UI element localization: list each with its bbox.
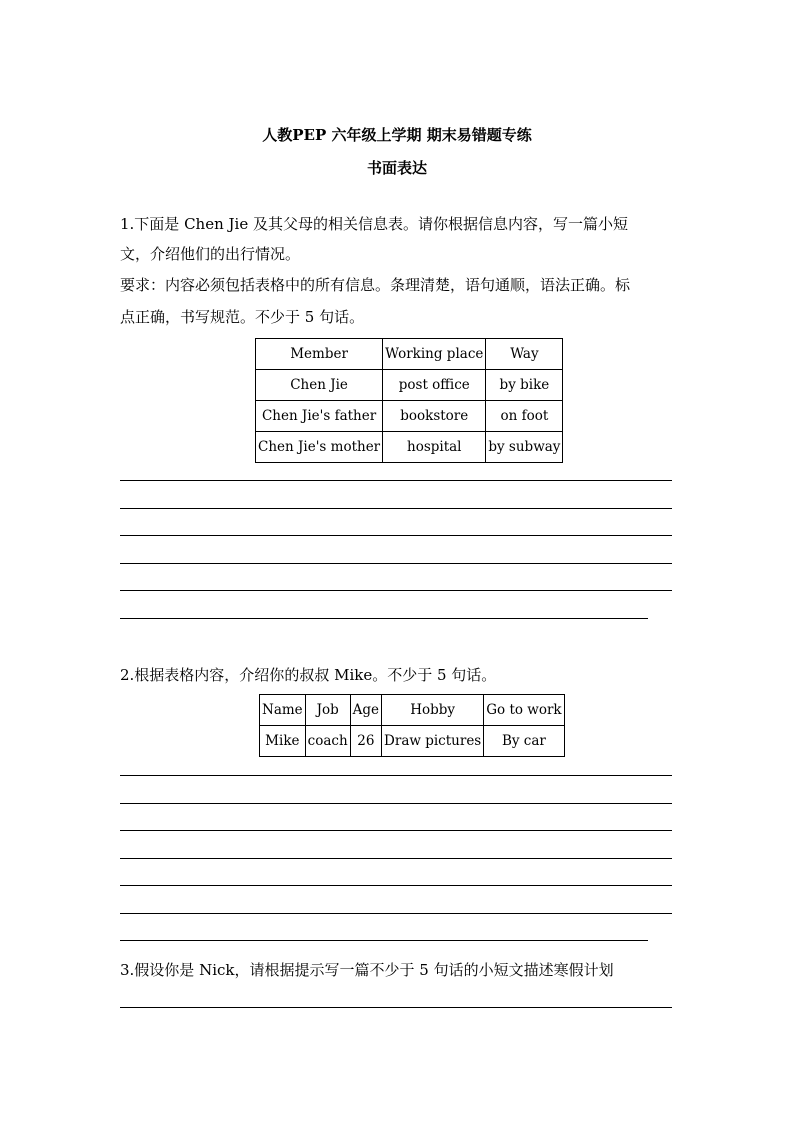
- table-header-cell: Hobby: [382, 695, 484, 726]
- table-cell: hospital: [383, 432, 486, 463]
- answer-line[interactable]: [120, 858, 672, 859]
- worksheet-title: 人教PEP 六年级上学期 期末易错题专练: [262, 126, 532, 144]
- table-header-cell: Go to work: [484, 695, 564, 726]
- answer-line[interactable]: [120, 1007, 672, 1008]
- table-cell: coach: [305, 726, 350, 757]
- table-row: [256, 401, 563, 432]
- q1-prompt-line2: 文，介绍他们的出行情况。: [120, 245, 301, 263]
- table-cell: by bike: [486, 370, 563, 401]
- table-cell: By car: [484, 726, 564, 757]
- answer-line[interactable]: [120, 913, 672, 914]
- q2-info-table: [259, 694, 565, 757]
- answer-line[interactable]: [120, 508, 672, 509]
- table-cell: Mike: [260, 726, 306, 757]
- table-header-cell: Way: [486, 339, 563, 370]
- answer-line[interactable]: [120, 618, 648, 619]
- table-cell: Chen Jie's mother: [256, 432, 383, 463]
- q3-prompt: 3.假设你是 Nick，请根据提示写一篇不少于 5 句话的小短文描述寒假计划: [120, 961, 614, 979]
- table-cell: 26: [350, 726, 381, 757]
- table-cell: Draw pictures: [382, 726, 484, 757]
- q1-requirement-line2: 点正确，书写规范。不少于 5 句话。: [120, 308, 365, 326]
- table-row: [256, 370, 563, 401]
- q1-prompt-line1: 1.下面是 Chen Jie 及其父母的相关信息表。请你根据信息内容，写一篇小短: [120, 215, 628, 233]
- table-row: [260, 726, 565, 757]
- answer-line[interactable]: [120, 885, 672, 886]
- table-cell: Chen Jie's father: [256, 401, 383, 432]
- table-cell: on foot: [486, 401, 563, 432]
- answer-line[interactable]: [120, 480, 672, 481]
- answer-line[interactable]: [120, 775, 672, 776]
- table-cell: post office: [383, 370, 486, 401]
- table-header-cell: Working place: [383, 339, 486, 370]
- answer-line[interactable]: [120, 590, 672, 591]
- q2-prompt: 2.根据表格内容，介绍你的叔叔 Mike。不少于 5 句话。: [120, 666, 497, 684]
- table-cell: by subway: [486, 432, 563, 463]
- answer-line[interactable]: [120, 940, 648, 941]
- table-cell: Chen Jie: [256, 370, 383, 401]
- worksheet-subtitle: 书面表达: [366, 159, 427, 177]
- q1-info-table: [255, 338, 563, 463]
- table-header-cell: Member: [256, 339, 383, 370]
- table-header-row: [256, 339, 563, 370]
- answer-line[interactable]: [120, 535, 672, 536]
- q1-requirement-line1: 要求：内容必须包括表格中的所有信息。条理清楚，语句通顺，语法正确。标: [120, 276, 631, 294]
- answer-line[interactable]: [120, 563, 672, 564]
- table-header-cell: Age: [350, 695, 381, 726]
- answer-line[interactable]: [120, 830, 672, 831]
- table-header-row: [260, 695, 565, 726]
- answer-line[interactable]: [120, 803, 672, 804]
- table-header-cell: Name: [260, 695, 306, 726]
- table-cell: bookstore: [383, 401, 486, 432]
- table-row: [256, 432, 563, 463]
- table-header-cell: Job: [305, 695, 350, 726]
